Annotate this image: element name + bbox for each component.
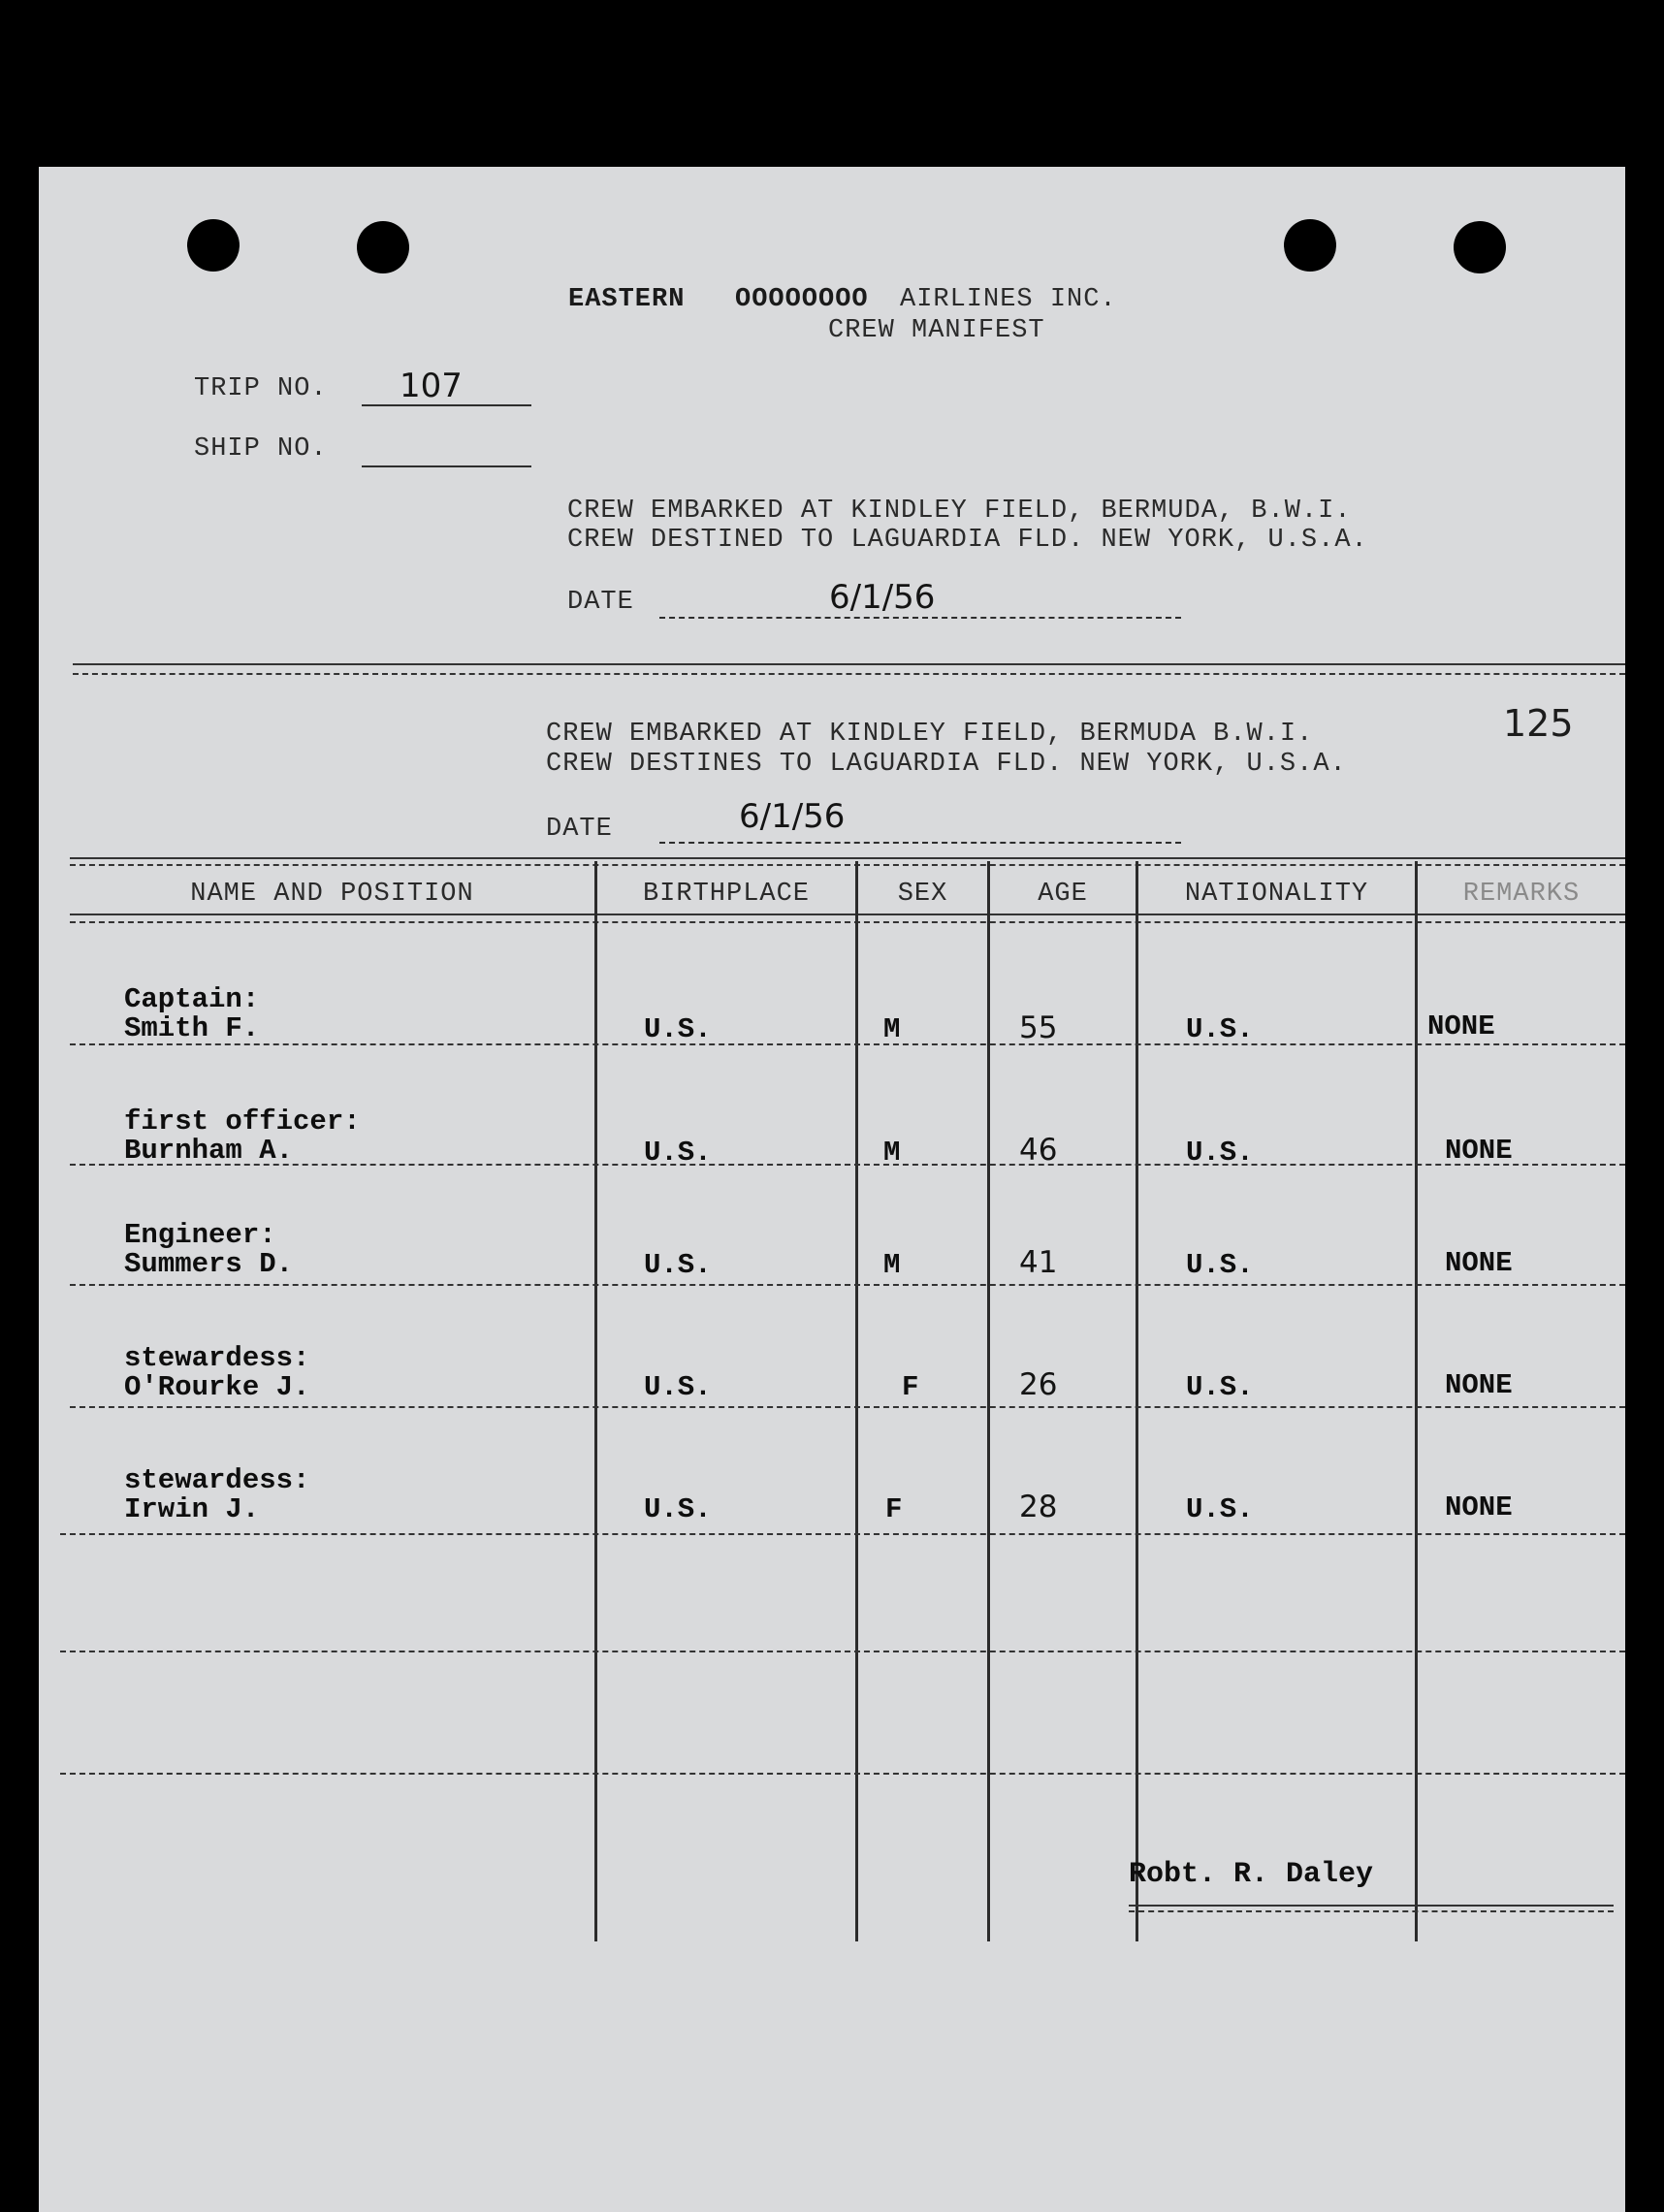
row-name: O'Rourke J. <box>124 1371 310 1403</box>
table-bottom-line <box>60 1773 1625 1775</box>
row-position: Captain: <box>124 983 260 1015</box>
header-remarks: REMARKS <box>1462 880 1581 909</box>
separator-line-2 <box>73 673 1625 675</box>
col-divider-5 <box>1415 861 1418 1941</box>
route-bottom-date-value: 6/1/56 <box>739 797 846 836</box>
row-position: stewardess: <box>124 1342 310 1374</box>
signature-line-1 <box>1129 1905 1614 1907</box>
route-bottom-date-underline <box>659 842 1181 844</box>
row-age: 26 <box>1019 1367 1058 1402</box>
row-remarks: NONE <box>1445 1369 1513 1401</box>
header-birthplace: BIRTHPLACE <box>642 880 811 909</box>
empty-row-line <box>60 1651 1625 1652</box>
route-top-line1: CREW EMBARKED AT KINDLEY FIELD, BERMUDA, B.W.I. <box>567 497 1352 526</box>
table-header-line-1 <box>70 914 1625 915</box>
trip-underline <box>362 404 531 406</box>
route-bottom-line1: CREW EMBARKED AT KINDLEY FIELD, BERMUDA B.W.I. <box>546 720 1314 749</box>
route-top-date-label: DATE <box>567 588 634 617</box>
row-sex: F <box>885 1493 903 1525</box>
row-nationality: U.S. <box>1186 1493 1254 1525</box>
route-top-line2: CREW DESTINED TO LAGUARDIA FLD. NEW YORK, U.S.A. <box>567 526 1368 555</box>
manifest-page <box>39 167 1625 2212</box>
row-name: Summers D. <box>124 1248 294 1280</box>
row-line <box>70 1406 1625 1408</box>
signature-name: Robt. R. Daley <box>1129 1858 1374 1891</box>
row-position: Engineer: <box>124 1219 276 1251</box>
row-line <box>70 1043 1625 1045</box>
row-remarks: NONE <box>1427 1010 1495 1042</box>
company-name: EASTERN <box>568 285 686 314</box>
row-nationality: U.S. <box>1186 1013 1254 1045</box>
signature-line-2 <box>1129 1910 1614 1912</box>
header-nationality: NATIONALITY <box>1184 880 1369 909</box>
row-line <box>70 1164 1625 1166</box>
col-divider-4 <box>1136 861 1138 1941</box>
trip-label: TRIP NO. <box>194 374 328 403</box>
row-birthplace: U.S. <box>644 1493 712 1525</box>
ship-underline <box>362 465 531 467</box>
page-number: 125 <box>1503 702 1574 745</box>
punch-hole-1 <box>187 219 240 272</box>
row-birthplace: U.S. <box>644 1249 712 1281</box>
row-position: first officer: <box>124 1106 361 1138</box>
route-top-date-value: 6/1/56 <box>829 578 936 617</box>
row-line <box>60 1533 1625 1535</box>
row-remarks: NONE <box>1445 1247 1513 1279</box>
row-birthplace: U.S. <box>644 1137 712 1169</box>
row-name: Smith F. <box>124 1012 260 1044</box>
row-name: Burnham A. <box>124 1135 294 1167</box>
table-header-line-2 <box>70 921 1625 923</box>
row-remarks: NONE <box>1445 1491 1513 1523</box>
header-name-position: NAME AND POSITION <box>190 880 474 909</box>
manifest-title: CREW MANIFEST <box>828 316 1045 345</box>
punch-hole-2 <box>357 221 409 273</box>
table-top-line-1 <box>70 857 1625 859</box>
row-nationality: U.S. <box>1186 1371 1254 1403</box>
row-birthplace: U.S. <box>644 1013 712 1045</box>
col-divider-2 <box>855 861 858 1941</box>
struck-text: OOOOOOOO <box>735 285 869 314</box>
trip-value: 107 <box>400 367 463 405</box>
punch-hole-3 <box>1284 219 1336 272</box>
row-line <box>70 1284 1625 1286</box>
route-bottom-date-label: DATE <box>546 815 613 844</box>
row-nationality: U.S. <box>1186 1249 1254 1281</box>
header-age: AGE <box>1038 880 1088 909</box>
header-sex: SEX <box>897 880 948 909</box>
row-position: stewardess: <box>124 1464 310 1496</box>
table-top-line-2 <box>70 864 1625 866</box>
route-top-date-underline <box>659 617 1181 619</box>
row-sex: M <box>883 1137 901 1169</box>
separator-line-1 <box>73 663 1625 665</box>
row-age: 41 <box>1019 1245 1058 1280</box>
company-name-rest: AIRLINES INC. <box>900 285 1117 314</box>
row-remarks: NONE <box>1445 1135 1513 1167</box>
row-nationality: U.S. <box>1186 1137 1254 1169</box>
row-sex: M <box>883 1249 901 1281</box>
row-sex: M <box>883 1013 901 1045</box>
ship-label: SHIP NO. <box>194 434 328 464</box>
row-age: 46 <box>1019 1133 1058 1168</box>
row-sex: F <box>902 1371 919 1403</box>
row-age: 55 <box>1019 1010 1058 1045</box>
route-bottom-line2: CREW DESTINES TO LAGUARDIA FLD. NEW YORK, U.S.A. <box>546 750 1347 779</box>
col-divider-1 <box>594 861 597 1941</box>
row-age: 28 <box>1019 1490 1058 1524</box>
row-birthplace: U.S. <box>644 1371 712 1403</box>
col-divider-3 <box>987 861 990 1941</box>
punch-hole-4 <box>1454 221 1506 273</box>
row-name: Irwin J. <box>124 1493 260 1525</box>
